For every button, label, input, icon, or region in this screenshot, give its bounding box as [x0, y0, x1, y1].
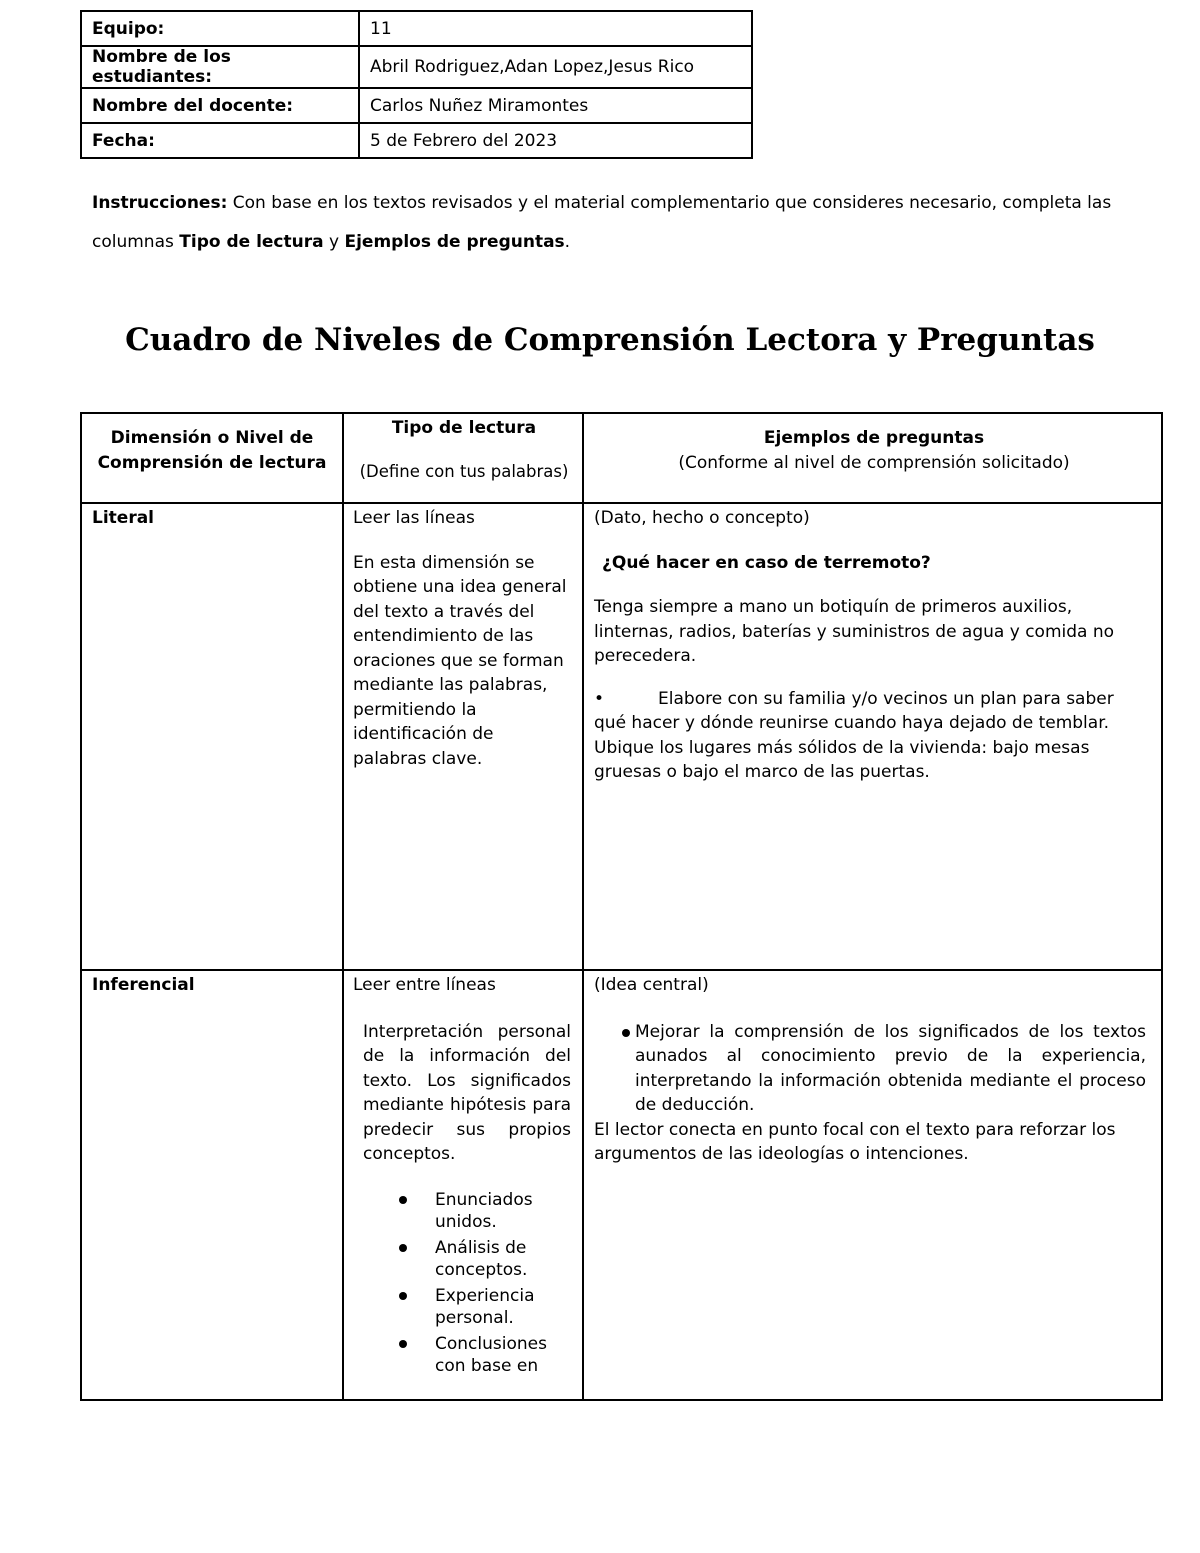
instructions-bold-1: Tipo de lectura [179, 232, 324, 252]
team-value: 11 [359, 11, 752, 46]
info-row-teacher [81, 88, 752, 123]
level-literal: Literal [92, 508, 154, 528]
inferencial-examples-bullet [594, 1020, 1146, 1118]
header-examples-title: Ejemplos de preguntas [763, 428, 985, 448]
inferencial-examples-text: El lector conecta en punto focal con el texto para reforzar los argumentos de las ideologías o intenciones. [594, 1119, 1116, 1164]
inferencial-examples [594, 973, 1146, 1167]
row-divider-1 [82, 502, 1161, 504]
students-value: Abril Rodriguez,Adan Lopez,Jesus Rico [359, 46, 752, 88]
date-value: 5 de Febrero del 2023 [359, 123, 752, 158]
info-row-students [81, 46, 752, 88]
bullet-icon [399, 1244, 407, 1252]
header-type [350, 416, 578, 484]
literal-paragraph-2 [594, 687, 1146, 736]
literal-type-title: Leer las líneas [353, 508, 475, 528]
teacher-label: Nombre del docente: [81, 88, 359, 123]
inferencial-type [353, 973, 571, 1381]
bullet-icon [399, 1196, 407, 1204]
students-label: Nombre de los estudiantes: [81, 46, 359, 88]
header-type-sub: (Define con tus palabras) [359, 461, 569, 481]
team-label: Equipo: [81, 11, 359, 46]
literal-paragraph-2-text: Elabore con su familia y/o vecinos un plan para saber qué hacer y dónde reunirse cuando haya dejado de temblar. [594, 688, 1114, 733]
info-table [80, 10, 753, 159]
inferencial-type-text: Interpretación personal de la información del texto. Los significados mediante hipótesis para predecir sus propios conceptos. [363, 1021, 571, 1164]
header-type-title: Tipo de lectura [391, 418, 537, 438]
header-level: Dimensión o Nivel de Comprensión de lectura [97, 428, 327, 473]
column-divider-1 [342, 414, 344, 1399]
comprehension-table [80, 412, 1163, 1401]
instructions-bold-2: Ejemplos de preguntas [344, 232, 565, 252]
instructions-lead: Instrucciones: [92, 193, 228, 213]
info-row-date [81, 123, 752, 158]
teacher-value: Carlos Nuñez Miramontes [359, 88, 752, 123]
header-examples [590, 426, 1158, 475]
header-examples-sub: (Conforme al nivel de comprensión solicitado) [678, 452, 1070, 473]
inferencial-type-bullet [353, 1333, 571, 1377]
inferencial-examples-bullets [594, 1020, 1146, 1118]
instructions-text-2: y [323, 232, 345, 252]
inferencial-type-bullets [353, 1189, 571, 1377]
inferencial-type-bullet [353, 1285, 571, 1329]
info-row-team [81, 11, 752, 46]
literal-examples [594, 506, 1146, 785]
inferencial-examples-title: (Idea central) [594, 975, 709, 995]
date-label: Fecha: [81, 123, 359, 158]
bullet-icon [622, 1029, 630, 1037]
literal-paragraph-3: Ubique los lugares más sólidos de la vivienda: bajo mesas gruesas o bajo el marco de las puertas. [594, 737, 1090, 782]
inferencial-type-bullet [353, 1189, 571, 1233]
inferencial-type-title: Leer entre líneas [353, 975, 496, 995]
literal-question: ¿Qué hacer en caso de terremoto? [602, 552, 931, 573]
level-inferencial: Inferencial [92, 975, 195, 995]
instructions-text-1: Con base en los textos revisados y el material complementario que consideres necesario, completa las columnas [92, 193, 1112, 252]
row-divider-2 [82, 969, 1161, 971]
literal-examples-title: (Dato, hecho o concepto) [594, 508, 810, 528]
bullet-text: Conclusiones con base en [435, 1333, 547, 1376]
literal-type-text: En esta dimensión se obtiene una idea general del texto a través del entendimiento de las oraciones que se forman mediante las palabras, permitiendo la identificación de palabras clave. [353, 552, 567, 769]
bullet-icon [399, 1292, 407, 1300]
instructions-text-3: . [564, 232, 571, 252]
document-title: Cuadro de Niveles de Comprensión Lectora y Preguntas [125, 322, 1095, 358]
instructions [92, 184, 1132, 262]
literal-paragraph-1: Tenga siempre a mano un botiquín de primeros auxilios, linternas, radios, baterías y suministros de agua y comida no perecedera. [594, 597, 1115, 666]
column-divider-2 [582, 414, 584, 1399]
literal-type [353, 506, 571, 771]
bullet-text: Enunciados unidos. [435, 1189, 533, 1232]
bullet-text: Mejorar la comprensión de los significados de los textos aunados al conocimiento previo de la experiencia, interpretando la información obtenida mediante el proceso de deducción. [635, 1021, 1146, 1115]
bullet-icon [399, 1340, 407, 1348]
inferencial-type-bullet [353, 1237, 571, 1281]
literal-bullet-glyph: • [594, 688, 605, 709]
bullet-text: Análisis de conceptos. [435, 1237, 528, 1280]
bullet-text: Experiencia personal. [435, 1285, 535, 1328]
